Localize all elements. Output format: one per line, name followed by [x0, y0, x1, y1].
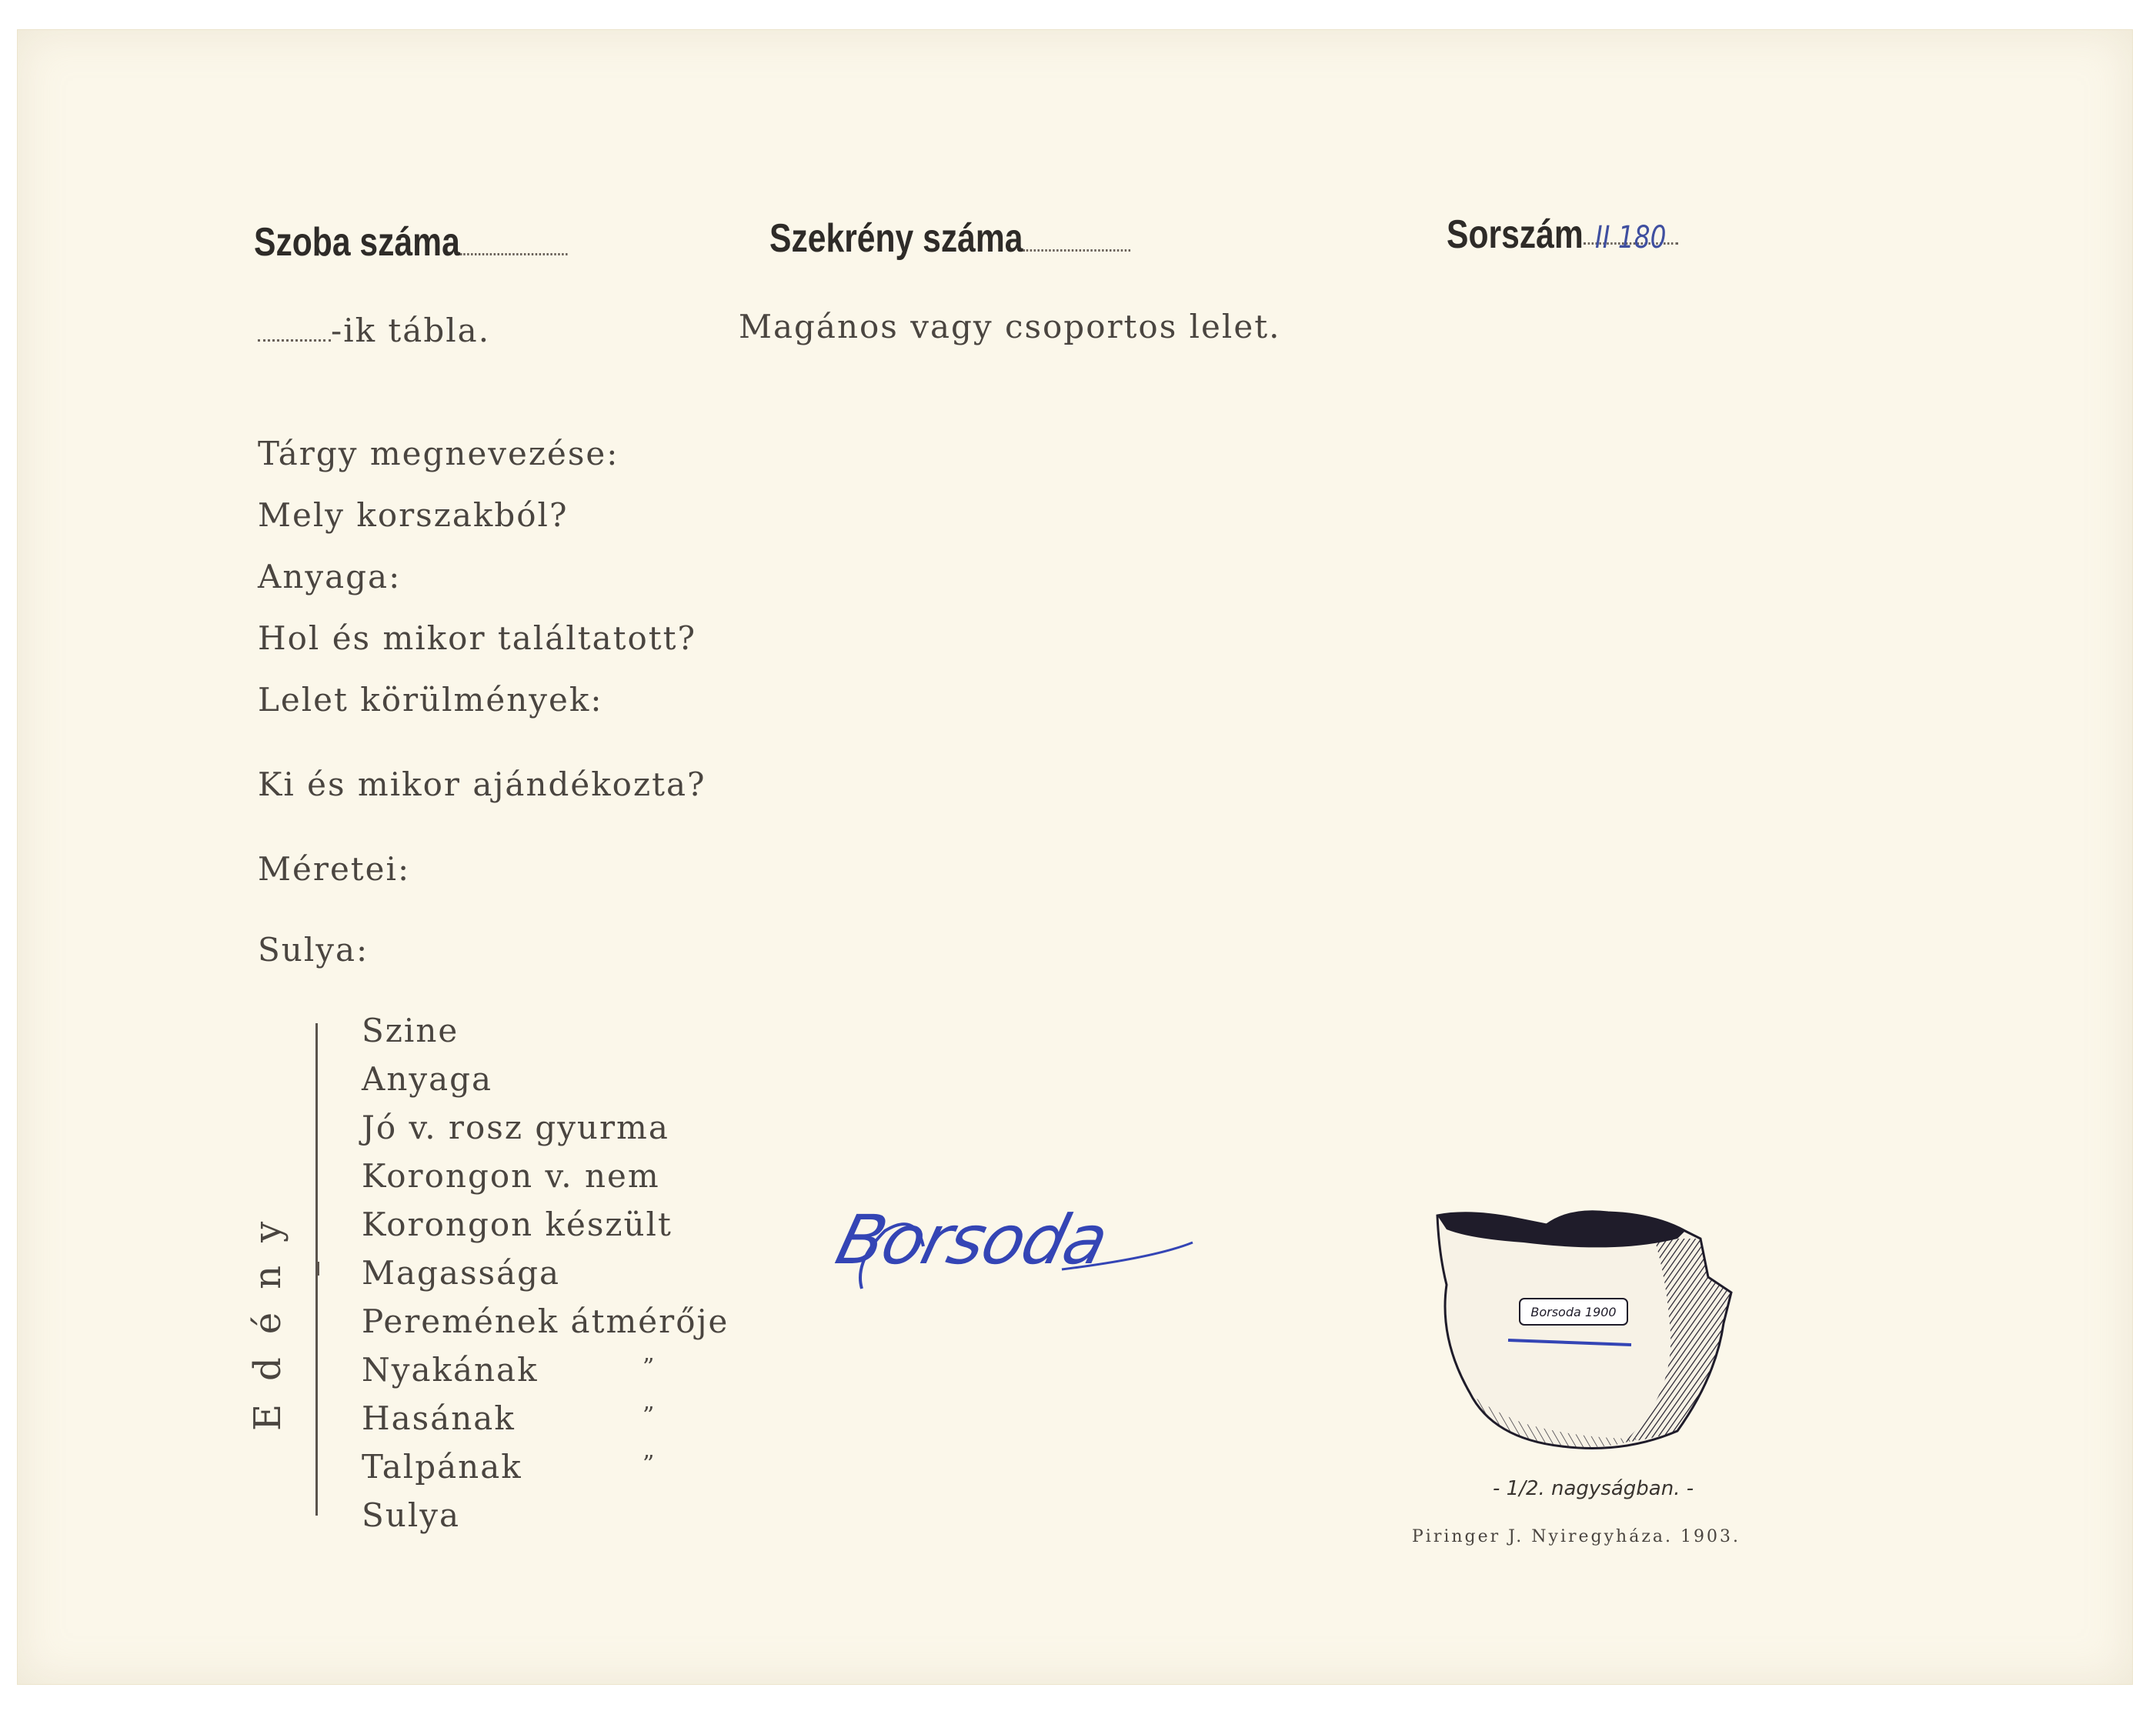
room-number-label: Szoba száma — [254, 220, 460, 265]
cabinet-number-label: Szekrény száma — [769, 216, 1023, 261]
ditto-mark-base: ” — [642, 1451, 656, 1478]
printer-imprint: Piringer J. Nyiregyháza. 1903. — [1412, 1527, 1740, 1546]
find-circumstances-label: Lelet körülmények: — [258, 681, 603, 719]
vessel-row-neck: Nyakának — [362, 1351, 539, 1389]
vessel-row-base: Talpának — [362, 1448, 522, 1486]
vessel-row-height: Magassága — [362, 1254, 561, 1292]
serial-number-label: Sorszám — [1447, 212, 1584, 257]
table-number-blank — [258, 316, 331, 342]
serial-number-blank — [1584, 212, 1678, 255]
vessel-row-wheel-made: Korongon készült — [362, 1206, 672, 1243]
object-name-label: Tárgy megnevezése: — [258, 435, 619, 472]
vessel-row-weight: Sulya — [362, 1496, 461, 1534]
table-number-label: -ik tábla. — [331, 312, 491, 349]
find-place-label: Hol és mikor találtatott? — [258, 619, 697, 657]
cabinet-number-field — [769, 215, 1130, 262]
serial-number-value: II 180 — [1595, 220, 1667, 255]
handwritten-location: Borsoda — [829, 1200, 1115, 1279]
table-number-field — [258, 312, 490, 349]
weight-label: Sulya: — [258, 931, 369, 969]
pot-tag-text: Borsoda 1900 — [1530, 1305, 1617, 1319]
scale-note: - 1/2. nagyságban. - — [1493, 1477, 1694, 1500]
ditto-mark-neck: ” — [642, 1354, 656, 1381]
vessel-row-wheel-or-not: Korongon v. nem — [362, 1157, 660, 1195]
find-type-label: Magános vagy csoportos lelet. — [739, 308, 1281, 345]
dimensions-label: Méretei: — [258, 850, 411, 888]
room-number-blank — [460, 222, 567, 255]
vessel-row-clay-quality: Jó v. rosz gyurma — [362, 1109, 669, 1146]
vessel-row-rim-diameter: Peremének átmérője — [362, 1302, 729, 1340]
vessel-row-material: Anyaga — [362, 1060, 493, 1098]
vessel-group-label: Edény — [246, 1198, 289, 1431]
cabinet-number-blank — [1023, 218, 1130, 252]
pot-sketch-illustration — [1423, 1208, 1793, 1485]
room-number-field — [254, 219, 567, 265]
period-label: Mely korszakból? — [258, 496, 569, 534]
ditto-mark-belly: ” — [642, 1402, 656, 1429]
vessel-row-belly: Hasának — [362, 1399, 516, 1437]
signature-flourish — [831, 1216, 1231, 1300]
serial-number-field — [1447, 212, 1678, 258]
vessel-row-color: Szine — [362, 1012, 459, 1049]
material-label: Anyaga: — [258, 558, 402, 595]
donor-label: Ki és mikor ajándékozta? — [258, 765, 706, 803]
